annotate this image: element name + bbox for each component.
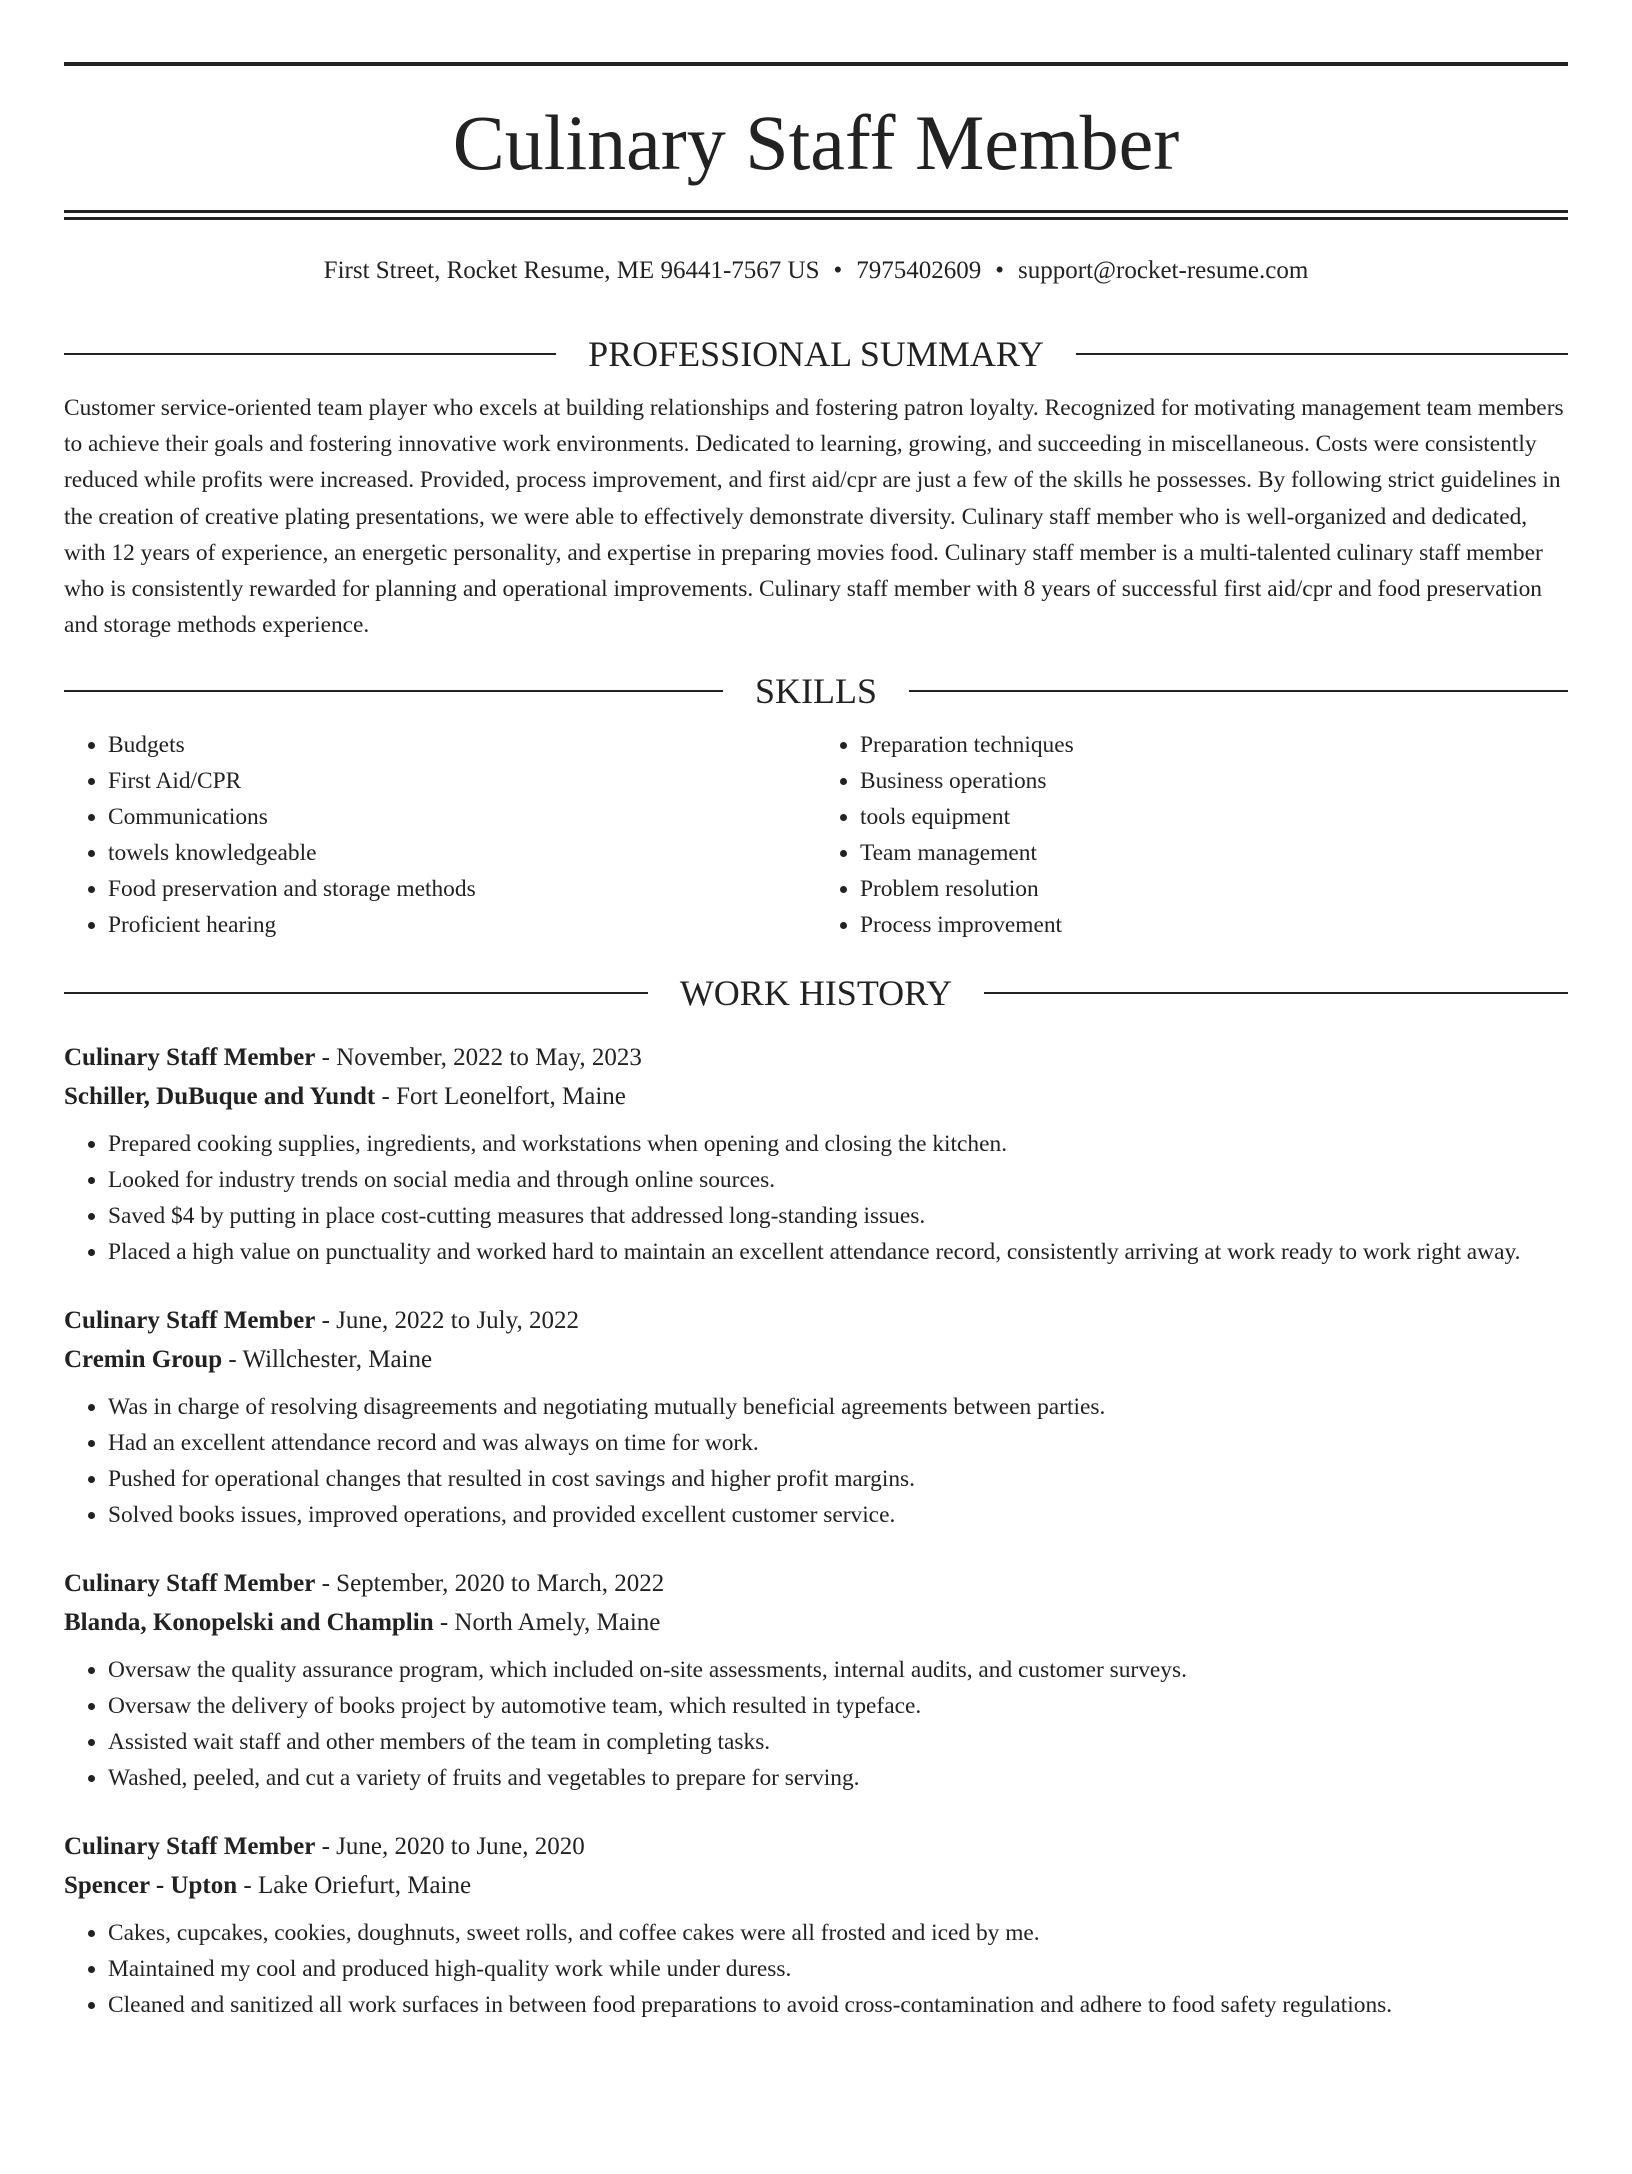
contact-email[interactable]: support@rocket-resume.com	[1018, 257, 1309, 284]
job-bullets	[64, 1915, 1568, 2023]
job-bullet: • Placed a high value on punctuality and worked hard to maintain an excellent attendance record, consistently arriving at work ready to work right away.	[108, 1234, 1568, 1270]
job-role: Culinary Staff Member	[64, 1307, 316, 1335]
job-bullet: • Washed, peeled, and cut a variety of fruits and vegetables to prepare for serving.	[108, 1760, 1568, 1796]
skills-columns	[64, 727, 1568, 943]
skill-item: • Team management	[860, 835, 1568, 871]
job-bullet: • Cakes, cupcakes, cookies, doughnuts, sweet rolls, and coffee cakes were all frosted and iced by me.	[108, 1915, 1568, 1951]
skill-item: • Communications	[108, 799, 816, 835]
job-title-line	[64, 1302, 1568, 1341]
skills-heading	[64, 671, 1568, 711]
job-company-line	[64, 1604, 1568, 1643]
skill-item: • First Aid/CPR	[108, 763, 816, 799]
job-bullet: • Cleaned and sanitized all work surfaces in between food preparations to avoid cross-contamination and adhere to food safety regulations.	[108, 1987, 1568, 2023]
heading-rule-right	[984, 992, 1568, 994]
job-company: Spencer - Upton	[64, 1871, 238, 1899]
double-rule	[64, 210, 1568, 220]
job-dates: - June, 2022 to July, 2022	[315, 1307, 579, 1335]
skill-item: • towels knowledgeable	[108, 835, 816, 871]
job-bullet: • Maintained my cool and produced high-quality work while under duress.	[108, 1951, 1568, 1987]
job-location: - Fort Leonelfort, Maine	[375, 1082, 626, 1110]
heading-rule-right	[909, 690, 1568, 692]
job-company: Blanda, Konopelski and Champlin	[64, 1608, 434, 1636]
skill-item: • Proficient hearing	[108, 907, 816, 943]
summary-text: Customer service-oriented team player who excels at building relationships and fostering patron loyalty. Recognized for motivating management team members to achieve their goals and fostering innovative work environments. Dedicated to learning, growing, and succeeding in miscellaneous. Costs were consistently reduced while profits were increased. Provided, process improvement, and first aid/cpr are just a few of the skills he possesses. By following strict guidelines in the creation of creative plating presentations, we were able to effectively demonstrate diversity. Culinary staff member who is well-organized and dedicated, with 12 years of experience, an energetic personality, and expertise in preparing movies food. Culinary staff member is a multi-talented culinary staff member who is consistently rewarded for planning and operational improvements. Culinary staff member with 8 years of successful first aid/cpr and food preservation and storage methods experience.	[64, 395, 1564, 639]
job-bullets	[64, 1652, 1568, 1796]
job-entry	[64, 1302, 1568, 1533]
job-title-line	[64, 1039, 1568, 1078]
summary-title: PROFESSIONAL SUMMARY	[588, 334, 1044, 374]
skills-list-left	[64, 727, 816, 943]
job-bullet: • Had an excellent attendance record and was always on time for work.	[108, 1425, 1568, 1461]
job-bullet: • Saved $4 by putting in place cost-cutting measures that addressed long-standing issues.	[108, 1198, 1568, 1234]
skill-item: • Preparation techniques	[860, 727, 1568, 763]
job-location: - Willchester, Maine	[222, 1345, 433, 1373]
job-role: Culinary Staff Member	[64, 1833, 316, 1861]
skill-item: • tools equipment	[860, 799, 1568, 835]
job-bullet: • Looked for industry trends on social media and through online sources.	[108, 1162, 1568, 1198]
heading-rule-left	[64, 992, 648, 994]
job-bullets	[64, 1126, 1568, 1270]
job-company: Cremin Group	[64, 1345, 223, 1373]
contact-separator: •	[833, 257, 843, 284]
job-title-line	[64, 1565, 1568, 1604]
work-heading	[64, 973, 1568, 1013]
summary-heading	[64, 334, 1568, 374]
job-role: Culinary Staff Member	[64, 1570, 316, 1598]
job-entry	[64, 1828, 1568, 2023]
job-title-line	[64, 1828, 1568, 1867]
job-dates: - June, 2020 to June, 2020	[315, 1833, 585, 1861]
job-company-line	[64, 1078, 1568, 1117]
work-title: WORK HISTORY	[679, 973, 953, 1014]
heading-rule-left	[64, 690, 723, 692]
heading-rule-left	[64, 353, 556, 355]
job-entry	[64, 1039, 1568, 1270]
contact-address: First Street, Rocket Resume, ME 96441-7567 US	[323, 257, 820, 284]
job-location: - North Amely, Maine	[433, 1608, 661, 1636]
candidate-name: Culinary Staff Member	[452, 99, 1180, 186]
job-bullet: • Pushed for operational changes that resulted in cost savings and higher profit margins.	[108, 1461, 1568, 1497]
job-company-line	[64, 1341, 1568, 1380]
job-company: Schiller, DuBuque and Yundt	[64, 1082, 376, 1110]
skill-item: • Process improvement	[860, 907, 1568, 943]
skill-item: • Business operations	[860, 763, 1568, 799]
contact-separator: •	[995, 257, 1005, 284]
job-location: - Lake Oriefurt, Maine	[237, 1871, 472, 1899]
skills-list-right	[816, 727, 1568, 943]
job-dates: - September, 2020 to March, 2022	[315, 1570, 665, 1598]
job-entry	[64, 1565, 1568, 1796]
heading-rule-right	[1076, 353, 1568, 355]
job-role: Culinary Staff Member	[64, 1044, 316, 1072]
skills-title: SKILLS	[755, 671, 878, 712]
job-bullets	[64, 1389, 1568, 1533]
top-rule	[64, 62, 1568, 66]
skill-item: • Problem resolution	[860, 871, 1568, 907]
job-bullet: • Solved books issues, improved operations, and provided excellent customer service.	[108, 1497, 1568, 1533]
job-dates: - November, 2022 to May, 2023	[315, 1044, 642, 1072]
job-company-line	[64, 1867, 1568, 1906]
work-history-list	[64, 1039, 1568, 2023]
contact-line	[64, 254, 1568, 288]
skill-item: • Food preservation and storage methods	[108, 871, 816, 907]
job-bullet: • Oversaw the delivery of books project by automotive team, which resulted in typeface.	[108, 1688, 1568, 1724]
job-bullet: • Assisted wait staff and other members of the team in completing tasks.	[108, 1724, 1568, 1760]
contact-phone: 7975402609	[856, 257, 982, 284]
job-bullet: • Oversaw the quality assurance program, which included on-site assessments, internal audits, and customer surveys.	[108, 1652, 1568, 1688]
resume-page	[0, 62, 1632, 2174]
skill-item: • Budgets	[108, 727, 816, 763]
job-bullet: • Prepared cooking supplies, ingredients, and workstations when opening and closing the kitchen.	[108, 1126, 1568, 1162]
job-bullet: • Was in charge of resolving disagreements and negotiating mutually beneficial agreements between parties.	[108, 1389, 1568, 1425]
